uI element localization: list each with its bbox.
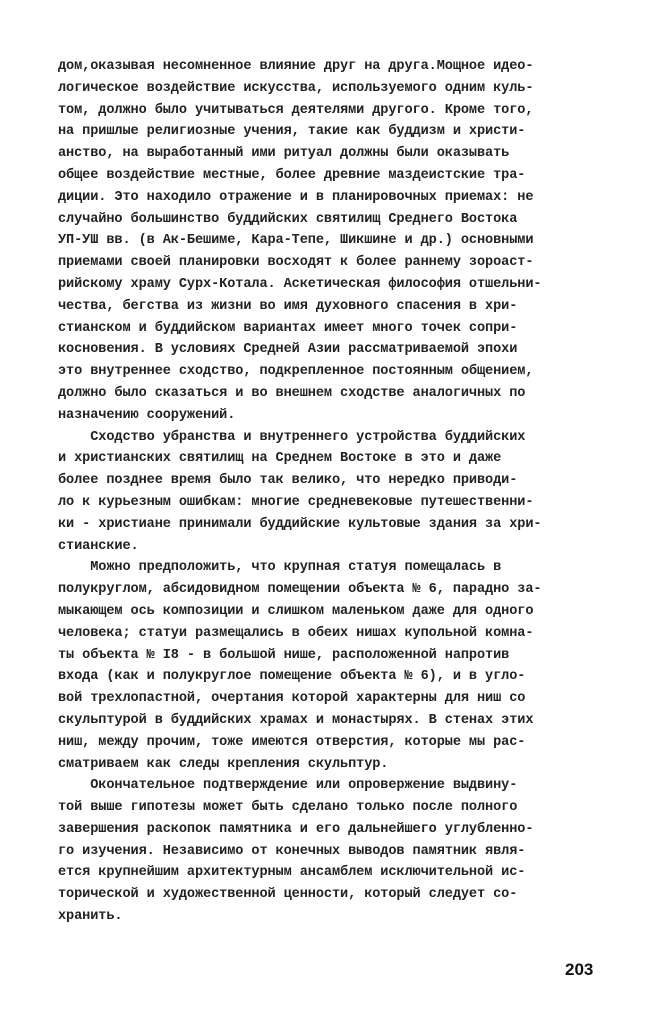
text-line: логическое воздействие искусства, используемого одним куль- bbox=[58, 80, 534, 96]
text-line: ки - христиане принимали буддийские культовые здания за хри- bbox=[58, 516, 542, 532]
text-line: более позднее время было так велико, что нередко приводи- bbox=[58, 473, 518, 489]
text-line: той выше гипотезы может быть сделано только после полного bbox=[58, 800, 518, 816]
text-line: го изучения. Независимо от конечных выводов памятник явля- bbox=[58, 843, 526, 859]
text-line: Можно предположить, что крупная статуя помещалась в bbox=[58, 560, 502, 576]
text-line: скульптурой в буддийских храмах и монастырях. В стенах этих bbox=[58, 712, 534, 728]
text-line: сматриваем как следы крепления скульптур. bbox=[58, 756, 389, 772]
text-line: чества, бегства из жизни во имя духовного спасения в хри- bbox=[58, 298, 518, 314]
text-line: мыкающем ось композиции и слишком маленьком даже для одного bbox=[58, 603, 534, 619]
text-line: назначению сооружений. bbox=[58, 407, 236, 423]
text-line: косновения. В условиях Средней Азии рассматриваемой эпохи bbox=[58, 342, 518, 358]
text-line: входа (как и полукруглое помещение объекта № 6), и в угло- bbox=[58, 669, 526, 685]
text-line: человека; статуи размещались в обеих нишах купольной комна- bbox=[58, 625, 534, 641]
text-line: ниш, между прочим, тоже имеются отверстия, которые мы рас- bbox=[58, 734, 526, 750]
text-line: приемами своей планировки восходят к более раннему зороаст- bbox=[58, 255, 534, 271]
text-line: стианском и буддийском вариантах имеет много точек сопри- bbox=[58, 320, 518, 336]
text-line: анство, на выработанный ими ритуал должны были оказывать bbox=[58, 146, 510, 162]
text-line: Окончательное подтверждение или опровержение выдвину- bbox=[58, 778, 518, 794]
text-line: хранить. bbox=[58, 909, 123, 925]
text-line: диции. Это находило отражение и в планировочных приемах: не bbox=[58, 189, 534, 205]
text-line: вой трехлопастной, очертания которой характерны для ниш со bbox=[58, 691, 526, 707]
text-line: стианские. bbox=[58, 538, 139, 554]
text-line: том, должно было учитываться деятелями другого. Кроме того, bbox=[58, 102, 534, 118]
text-line: это внутреннее сходство, подкрепленное постоянным общением, bbox=[58, 364, 534, 380]
text-line: общее воздействие местные, более древние маздеистские тра- bbox=[58, 167, 526, 183]
text-line: и христианских святилищ на Среднем Востоке в это и даже bbox=[58, 451, 502, 467]
text-line: завершения раскопок памятника и его дальнейшего углубленно- bbox=[58, 821, 534, 837]
page-number: 203 bbox=[565, 960, 594, 979]
text-line: ется крупнейшим архитектурным ансамблем исключительной ис- bbox=[58, 865, 526, 881]
body-text bbox=[58, 56, 618, 928]
text-line: ло к курьезным ошибкам: многие средневековые путешественни- bbox=[58, 494, 534, 510]
text-line: УП-УШ вв. (в Ак-Бешиме, Кара-Тепе, Шикшине и др.) основными bbox=[58, 233, 534, 249]
text-line: ты объекта № I8 - в большой нише, расположенной напротив bbox=[58, 647, 510, 663]
text-line: рийскому храму Сурх-Котала. Аскетическая философия отшельни- bbox=[58, 276, 542, 292]
text-line: случайно большинство буддийских святилищ Среднего Востока bbox=[58, 211, 518, 227]
text-line: должно было сказаться и во внешнем сходстве аналогичных по bbox=[58, 385, 526, 401]
text-line: полукруглом, абсидовидном помещении объекта № 6, парадно за- bbox=[58, 582, 542, 598]
text-line: Сходство убранства и внутреннего устройства буддийских bbox=[58, 429, 526, 445]
text-line: дом,оказывая несомненное влияние друг на друга.Мощное идео- bbox=[58, 59, 534, 74]
text-line: на пришлые религиозные учения, такие как буддизм и христи- bbox=[58, 124, 526, 140]
text-line: торической и художественной ценности, который следует со- bbox=[58, 887, 518, 903]
